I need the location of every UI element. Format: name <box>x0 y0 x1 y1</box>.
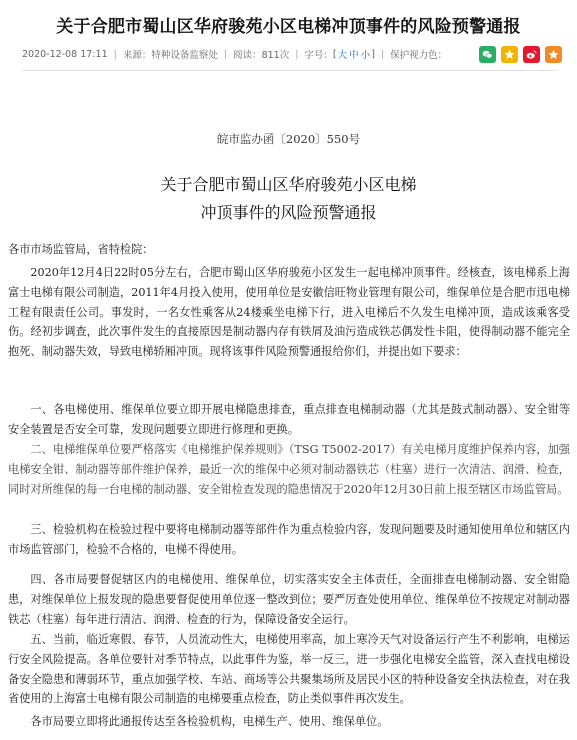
document-number: 皖市监办函〔2020〕550号 <box>216 132 361 146</box>
font-size-label: 字号： <box>304 50 333 61</box>
meta-divider: | <box>223 48 228 60</box>
font-size-small-link[interactable]: 小 <box>360 50 371 61</box>
qzone-share-icon[interactable] <box>501 46 518 63</box>
publish-date: 2020-12-08 17:11 <box>22 48 108 60</box>
paragraph-closing: 各市局要立即将此通报传达至各检验机构，电梯生产、使用、维保单位。 <box>30 715 389 728</box>
meta-divider: | <box>113 48 117 60</box>
meta-divider: | <box>380 48 385 60</box>
views-value: 811次 <box>261 50 290 61</box>
wechat-share-icon[interactable] <box>479 46 496 63</box>
document-title-line2: 冲顶事件的风险预警通报 <box>200 203 377 222</box>
article-meta <box>22 42 562 66</box>
paragraph-item-5: 五、当前，临近寒假、春节，人员流动性大，电梯使用率高，加上寒冷天气对设备运行产生不利影响，电梯运行安全风险提高。各单位要针对季节特点，以此事件为鉴，举一反三，进一步强化电梯安全监管，深入查找电梯设备安全隐患和薄弱环节，重点加强学校、车站、商场等公共聚集场所及居民小区的特种设备安全执法检查，对在我省使用的上海富士电梯有限公司制造的电梯要重点检查，防止类似事件再次发生。 <box>8 633 570 706</box>
page-title: 关于合肥市蜀山区华府骏苑小区电梯冲顶事件的风险预警通报 <box>56 17 521 37</box>
paragraph-item-3: 三、检验机构在检验过程中要将电梯制动器等部件作为重点检验内容，发现问题要及时通知使用单位和辖区内市场监管部门，检验不合格的，电梯不得使用。 <box>8 523 570 556</box>
meta-divider: | <box>295 48 299 60</box>
font-size-close: ] <box>371 48 375 60</box>
source-value: 特种设备监察处 <box>151 50 218 61</box>
document-title-line1: 关于合肥市蜀山区华府骏苑小区电梯 <box>160 175 417 194</box>
views-label: 阅读： <box>233 50 262 61</box>
share-toolbar <box>479 46 562 63</box>
eye-care-label[interactable]: 保护视力色： <box>390 50 448 61</box>
font-size-open: [ <box>332 48 337 60</box>
weibo-share-icon[interactable] <box>523 46 540 63</box>
salutation: 各市市场监管局，省特检院： <box>8 243 154 256</box>
header-divider <box>22 70 557 71</box>
paragraph-intro: 2020年12月4日22时05分左右，合肥市蜀山区华府骏苑小区发生一起电梯冲顶事件。经核查，该电梯系上海富士电梯有限公司制造，2011年4月投入使用，使用单位是安徽信旺物业管理有限公司，维保单位是合肥市迅电梯工程有限责任公司。事发时，一名女性乘客从24楼乘坐电梯下行，进入电梯后不久发生电梯冲顶，造成该乘客受伤。经初步调查，此次事件发生的直接原因是制动器内存有铁屑及油污造成铁芯偶发性卡阻，使得制动器不能完全抱死、制动器失效，导致电梯轿厢冲顶。现将该事件风险预警通报给你们，并提出如下要求： <box>8 266 570 359</box>
font-size-medium-link[interactable]: 中 <box>349 50 359 61</box>
paragraph-item-1: 一、各电梯使用、维保单位要立即开展电梯隐患排查，重点排查电梯制动器（尤其是鼓式制动器）、安全钳等安全装置是否安全可靠，发现问题要立即进行修理和更换。 <box>8 403 570 436</box>
paragraph-item-4: 四、各市局要督促辖区内的电梯使用、维保单位，切实落实安全主体责任，全面排查电梯制动器、安全钳隐患，对维保单位上报发现的隐患要督促使用单位逐一整改到位；要严厉查处使用单位、维保单位不按规定对制动器铁芯（柱塞）每年进行清洁、润滑、检查的行为，保障设备安全运行。 <box>8 573 570 626</box>
paragraph-item-2: 二、电梯维保单位要严格落实《电梯维护保养规则》（TSG T5002-2017）有关电梯月度维护保养内容，加强电梯安全钳、制动器等部件维护保养，最近一次的维保中必须对制动器铁芯（柱塞）进行一次清洁、润滑、检查，同时对所维保的每一台电梯的制动器、安全钳检查发现的隐患情况于2020年12月30日前上报至辖区市场监管局。 <box>8 443 570 496</box>
source-label: 来源： <box>122 50 152 61</box>
font-size-large-link[interactable]: 大 <box>337 50 348 61</box>
favorite-star-icon[interactable] <box>545 46 562 63</box>
